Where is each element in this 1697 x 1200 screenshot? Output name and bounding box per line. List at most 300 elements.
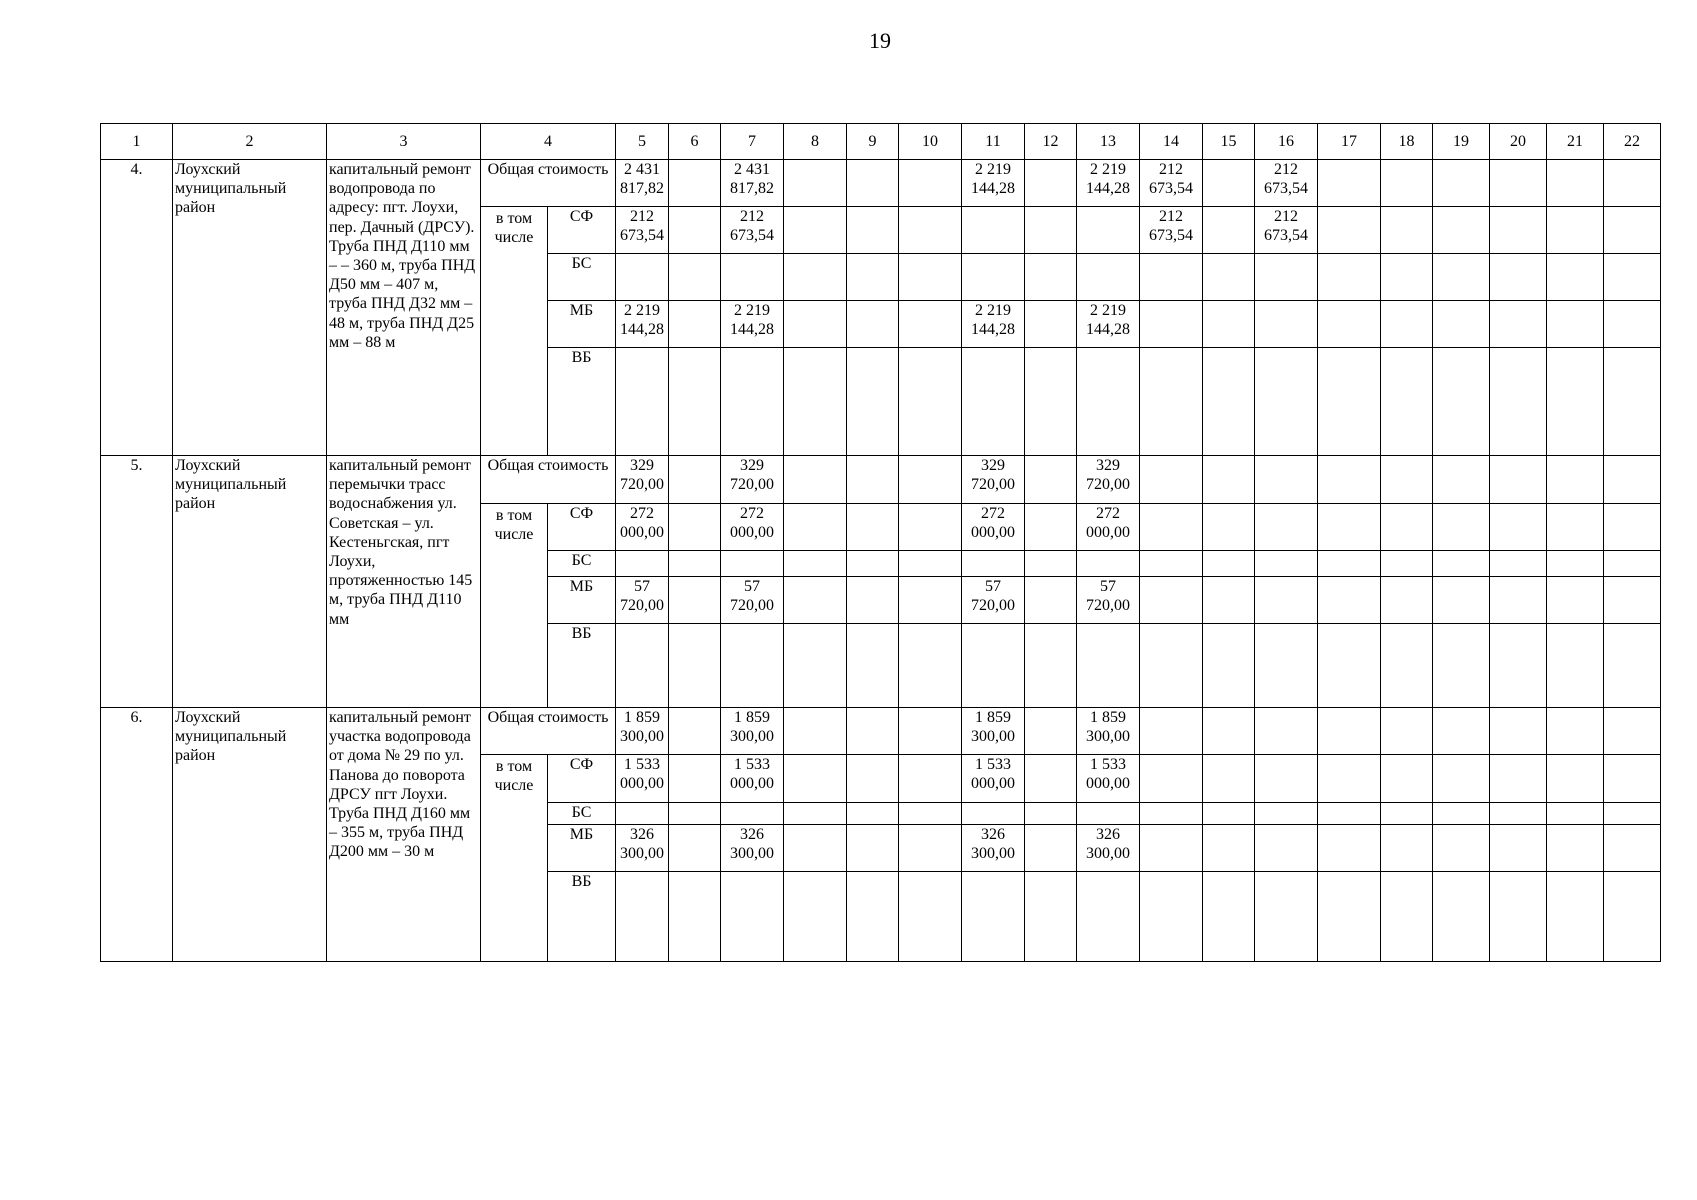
value-cell-col-5: 326 300,00 — [616, 825, 669, 872]
header-col-15: 15 — [1203, 124, 1255, 160]
value-cell-col-14 — [1140, 577, 1203, 624]
value-cell-col-11 — [962, 207, 1025, 254]
value-cell-col-20 — [1490, 551, 1547, 577]
table-row — [101, 160, 1661, 207]
value-cell-col-11: 2 219 144,28 — [962, 160, 1025, 207]
header-col-13: 13 — [1077, 124, 1140, 160]
value-cell-col-6 — [669, 755, 721, 803]
value-cell-col-15 — [1203, 301, 1255, 348]
value-cell-col-6 — [669, 708, 721, 755]
value-cell-col-16 — [1255, 624, 1318, 708]
value-cell-col-21 — [1547, 160, 1604, 207]
value-cell-col-15 — [1203, 456, 1255, 504]
value-cell-col-22 — [1604, 708, 1661, 755]
value-cell-col-10 — [899, 160, 962, 207]
value-cell-col-17 — [1318, 872, 1381, 962]
value-cell-col-21 — [1547, 254, 1604, 301]
value-cell-col-9 — [847, 577, 899, 624]
value-cell-col-18 — [1381, 872, 1433, 962]
value-cell-col-5: 2 431 817,82 — [616, 160, 669, 207]
value-cell-col-14 — [1140, 803, 1203, 825]
value-cell-col-11: 272 000,00 — [962, 504, 1025, 551]
value-cell-col-20 — [1490, 624, 1547, 708]
value-cell-col-13: 2 219 144,28 — [1077, 301, 1140, 348]
header-col-21: 21 — [1547, 124, 1604, 160]
value-cell-col-20 — [1490, 348, 1547, 456]
value-cell-col-10 — [899, 456, 962, 504]
value-cell-col-6 — [669, 348, 721, 456]
value-cell-col-7 — [721, 254, 784, 301]
header-col-1: 1 — [101, 124, 173, 160]
value-cell-col-19 — [1433, 825, 1490, 872]
value-cell-col-7: 212 673,54 — [721, 207, 784, 254]
value-cell-col-8 — [784, 160, 847, 207]
value-cell-col-11 — [962, 624, 1025, 708]
value-cell-col-5 — [616, 872, 669, 962]
value-cell-col-12 — [1025, 160, 1077, 207]
value-cell-col-5 — [616, 348, 669, 456]
value-cell-col-9 — [847, 456, 899, 504]
header-col-18: 18 — [1381, 124, 1433, 160]
value-cell-col-6 — [669, 207, 721, 254]
value-cell-col-8 — [784, 504, 847, 551]
value-cell-col-16 — [1255, 254, 1318, 301]
value-cell-col-8 — [784, 254, 847, 301]
value-cell-col-13 — [1077, 207, 1140, 254]
value-cell-col-14 — [1140, 504, 1203, 551]
value-cell-col-18 — [1381, 755, 1433, 803]
header-col-3: 3 — [327, 124, 481, 160]
value-cell-col-14 — [1140, 348, 1203, 456]
value-cell-col-6 — [669, 254, 721, 301]
value-cell-col-18 — [1381, 207, 1433, 254]
total-cost-label: Общая стоимость — [481, 160, 616, 207]
value-cell-col-12 — [1025, 624, 1077, 708]
value-cell-col-5: 212 673,54 — [616, 207, 669, 254]
value-cell-col-20 — [1490, 301, 1547, 348]
value-cell-col-17 — [1318, 456, 1381, 504]
value-cell-col-21 — [1547, 803, 1604, 825]
value-cell-col-7 — [721, 624, 784, 708]
value-cell-col-5 — [616, 551, 669, 577]
value-cell-col-6 — [669, 825, 721, 872]
value-cell-col-22 — [1604, 825, 1661, 872]
including-label: в том числе — [481, 207, 548, 456]
value-cell-col-10 — [899, 254, 962, 301]
value-cell-col-14 — [1140, 254, 1203, 301]
value-cell-col-21 — [1547, 301, 1604, 348]
funding-source-label: СФ — [548, 504, 616, 551]
value-cell-col-10 — [899, 825, 962, 872]
value-cell-col-21 — [1547, 207, 1604, 254]
value-cell-col-12 — [1025, 504, 1077, 551]
value-cell-col-9 — [847, 301, 899, 348]
value-cell-col-15 — [1203, 577, 1255, 624]
value-cell-col-18 — [1381, 504, 1433, 551]
value-cell-col-5: 1 533 000,00 — [616, 755, 669, 803]
value-cell-col-22 — [1604, 301, 1661, 348]
value-cell-col-19 — [1433, 624, 1490, 708]
value-cell-col-15 — [1203, 504, 1255, 551]
funding-source-label: БС — [548, 254, 616, 301]
value-cell-col-10 — [899, 348, 962, 456]
value-cell-col-13: 326 300,00 — [1077, 825, 1140, 872]
value-cell-col-13 — [1077, 254, 1140, 301]
value-cell-col-12 — [1025, 551, 1077, 577]
value-cell-col-6 — [669, 551, 721, 577]
value-cell-col-17 — [1318, 624, 1381, 708]
value-cell-col-15 — [1203, 207, 1255, 254]
value-cell-col-22 — [1604, 551, 1661, 577]
value-cell-col-16 — [1255, 708, 1318, 755]
value-cell-col-9 — [847, 624, 899, 708]
table-row — [101, 456, 1661, 504]
value-cell-col-8 — [784, 708, 847, 755]
funding-source-label: СФ — [548, 755, 616, 803]
value-cell-col-6 — [669, 624, 721, 708]
value-cell-col-16 — [1255, 577, 1318, 624]
header-col-8: 8 — [784, 124, 847, 160]
header-col-17: 17 — [1318, 124, 1381, 160]
value-cell-col-7 — [721, 872, 784, 962]
value-cell-col-11 — [962, 254, 1025, 301]
value-cell-col-16 — [1255, 755, 1318, 803]
value-cell-col-10 — [899, 624, 962, 708]
value-cell-col-8 — [784, 803, 847, 825]
value-cell-col-12 — [1025, 301, 1077, 348]
value-cell-col-19 — [1433, 755, 1490, 803]
value-cell-col-14 — [1140, 708, 1203, 755]
value-cell-col-19 — [1433, 456, 1490, 504]
funding-source-label: МБ — [548, 301, 616, 348]
value-cell-col-18 — [1381, 160, 1433, 207]
value-cell-col-16 — [1255, 348, 1318, 456]
header-col-9: 9 — [847, 124, 899, 160]
value-cell-col-13 — [1077, 872, 1140, 962]
value-cell-col-13 — [1077, 551, 1140, 577]
value-cell-col-5 — [616, 254, 669, 301]
value-cell-col-7: 272 000,00 — [721, 504, 784, 551]
value-cell-col-18 — [1381, 803, 1433, 825]
value-cell-col-22 — [1604, 624, 1661, 708]
value-cell-col-19 — [1433, 160, 1490, 207]
value-cell-col-18 — [1381, 825, 1433, 872]
value-cell-col-6 — [669, 577, 721, 624]
value-cell-col-12 — [1025, 254, 1077, 301]
value-cell-col-11: 2 219 144,28 — [962, 301, 1025, 348]
value-cell-col-8 — [784, 456, 847, 504]
value-cell-col-18 — [1381, 456, 1433, 504]
value-cell-col-18 — [1381, 577, 1433, 624]
value-cell-col-8 — [784, 551, 847, 577]
value-cell-col-12 — [1025, 207, 1077, 254]
municipality-name: Лоухский муниципальный район — [173, 708, 327, 962]
value-cell-col-16 — [1255, 301, 1318, 348]
value-cell-col-9 — [847, 160, 899, 207]
value-cell-col-19 — [1433, 301, 1490, 348]
value-cell-col-5 — [616, 624, 669, 708]
value-cell-col-10 — [899, 577, 962, 624]
value-cell-col-13: 272 000,00 — [1077, 504, 1140, 551]
value-cell-col-15 — [1203, 803, 1255, 825]
value-cell-col-11: 57 720,00 — [962, 577, 1025, 624]
value-cell-col-12 — [1025, 708, 1077, 755]
value-cell-col-17 — [1318, 803, 1381, 825]
value-cell-col-14 — [1140, 624, 1203, 708]
value-cell-col-14 — [1140, 301, 1203, 348]
value-cell-col-16: 212 673,54 — [1255, 207, 1318, 254]
value-cell-col-15 — [1203, 551, 1255, 577]
value-cell-col-9 — [847, 825, 899, 872]
value-cell-col-7: 2 219 144,28 — [721, 301, 784, 348]
value-cell-col-17 — [1318, 504, 1381, 551]
header-col-14: 14 — [1140, 124, 1203, 160]
value-cell-col-14 — [1140, 551, 1203, 577]
value-cell-col-20 — [1490, 708, 1547, 755]
value-cell-col-22 — [1604, 254, 1661, 301]
value-cell-col-20 — [1490, 160, 1547, 207]
header-col-19: 19 — [1433, 124, 1490, 160]
value-cell-col-7: 2 431 817,82 — [721, 160, 784, 207]
value-cell-col-19 — [1433, 551, 1490, 577]
funding-source-label: СФ — [548, 207, 616, 254]
value-cell-col-21 — [1547, 348, 1604, 456]
header-col-11: 11 — [962, 124, 1025, 160]
value-cell-col-12 — [1025, 803, 1077, 825]
value-cell-col-17 — [1318, 160, 1381, 207]
value-cell-col-19 — [1433, 207, 1490, 254]
value-cell-col-21 — [1547, 624, 1604, 708]
value-cell-col-6 — [669, 160, 721, 207]
value-cell-col-14 — [1140, 825, 1203, 872]
table-row — [101, 708, 1661, 755]
work-description: капитальный ремонт участка водопровода от дома № 29 по ул. Панова до поворота ДРСУ пгт Лоухи. Труба ПНД Д160 мм – 355 м, труба ПНД Д200 мм – 30 м — [327, 708, 481, 962]
value-cell-col-15 — [1203, 708, 1255, 755]
value-cell-col-15 — [1203, 254, 1255, 301]
value-cell-col-22 — [1604, 456, 1661, 504]
header-col-10: 10 — [899, 124, 962, 160]
value-cell-col-17 — [1318, 577, 1381, 624]
header-row — [101, 124, 1661, 160]
value-cell-col-10 — [899, 755, 962, 803]
value-cell-col-16 — [1255, 803, 1318, 825]
including-label: в том числе — [481, 504, 548, 708]
value-cell-col-6 — [669, 872, 721, 962]
value-cell-col-13: 57 720,00 — [1077, 577, 1140, 624]
value-cell-col-21 — [1547, 872, 1604, 962]
funding-source-label: ВБ — [548, 348, 616, 456]
value-cell-col-15 — [1203, 825, 1255, 872]
value-cell-col-5: 272 000,00 — [616, 504, 669, 551]
work-description: капитальный ремонт перемычки трасс водоснабжения ул. Советская – ул. Кестеньгская, пгт Лоухи, протяженностью 145 м, труба ПНД Д110 мм — [327, 456, 481, 708]
header-col-16: 16 — [1255, 124, 1318, 160]
value-cell-col-8 — [784, 301, 847, 348]
value-cell-col-19 — [1433, 254, 1490, 301]
value-cell-col-11 — [962, 348, 1025, 456]
header-col-12: 12 — [1025, 124, 1077, 160]
value-cell-col-12 — [1025, 872, 1077, 962]
header-col-20: 20 — [1490, 124, 1547, 160]
value-cell-col-6 — [669, 504, 721, 551]
value-cell-col-7 — [721, 803, 784, 825]
value-cell-col-21 — [1547, 456, 1604, 504]
value-cell-col-20 — [1490, 254, 1547, 301]
value-cell-col-10 — [899, 504, 962, 551]
value-cell-col-13: 329 720,00 — [1077, 456, 1140, 504]
value-cell-col-19 — [1433, 504, 1490, 551]
header-col-6: 6 — [669, 124, 721, 160]
value-cell-col-11 — [962, 551, 1025, 577]
total-cost-label: Общая стоимость — [481, 708, 616, 755]
funding-source-label: ВБ — [548, 624, 616, 708]
header-col-22: 22 — [1604, 124, 1661, 160]
value-cell-col-21 — [1547, 577, 1604, 624]
value-cell-col-16 — [1255, 825, 1318, 872]
value-cell-col-8 — [784, 755, 847, 803]
value-cell-col-8 — [784, 825, 847, 872]
value-cell-col-5: 2 219 144,28 — [616, 301, 669, 348]
value-cell-col-20 — [1490, 207, 1547, 254]
funding-source-label: БС — [548, 803, 616, 825]
value-cell-col-11 — [962, 872, 1025, 962]
value-cell-col-5: 57 720,00 — [616, 577, 669, 624]
value-cell-col-20 — [1490, 504, 1547, 551]
value-cell-col-17 — [1318, 254, 1381, 301]
value-cell-col-14 — [1140, 456, 1203, 504]
value-cell-col-9 — [847, 755, 899, 803]
value-cell-col-11 — [962, 803, 1025, 825]
total-cost-label: Общая стоимость — [481, 456, 616, 504]
value-cell-col-6 — [669, 456, 721, 504]
value-cell-col-16 — [1255, 872, 1318, 962]
value-cell-col-8 — [784, 872, 847, 962]
value-cell-col-20 — [1490, 825, 1547, 872]
value-cell-col-10 — [899, 803, 962, 825]
value-cell-col-20 — [1490, 456, 1547, 504]
value-cell-col-14: 212 673,54 — [1140, 207, 1203, 254]
value-cell-col-20 — [1490, 755, 1547, 803]
value-cell-col-13 — [1077, 624, 1140, 708]
municipality-name: Лоухский муниципальный район — [173, 456, 327, 708]
value-cell-col-9 — [847, 348, 899, 456]
row-number: 6. — [101, 708, 173, 962]
value-cell-col-9 — [847, 803, 899, 825]
value-cell-col-20 — [1490, 872, 1547, 962]
value-cell-col-13: 1 533 000,00 — [1077, 755, 1140, 803]
value-cell-col-22 — [1604, 803, 1661, 825]
value-cell-col-6 — [669, 301, 721, 348]
value-cell-col-17 — [1318, 301, 1381, 348]
value-cell-col-20 — [1490, 577, 1547, 624]
value-cell-col-16: 212 673,54 — [1255, 160, 1318, 207]
value-cell-col-15 — [1203, 872, 1255, 962]
value-cell-col-11: 1 859 300,00 — [962, 708, 1025, 755]
funding-source-label: МБ — [548, 825, 616, 872]
value-cell-col-11: 1 533 000,00 — [962, 755, 1025, 803]
value-cell-col-7: 329 720,00 — [721, 456, 784, 504]
value-cell-col-18 — [1381, 348, 1433, 456]
municipality-name: Лоухский муниципальный район — [173, 160, 327, 456]
row-number: 5. — [101, 456, 173, 708]
value-cell-col-16 — [1255, 456, 1318, 504]
funding-source-label: БС — [548, 551, 616, 577]
value-cell-col-8 — [784, 348, 847, 456]
value-cell-col-15 — [1203, 755, 1255, 803]
value-cell-col-19 — [1433, 803, 1490, 825]
value-cell-col-22 — [1604, 504, 1661, 551]
value-cell-col-8 — [784, 207, 847, 254]
value-cell-col-18 — [1381, 708, 1433, 755]
value-cell-col-12 — [1025, 456, 1077, 504]
value-cell-col-15 — [1203, 348, 1255, 456]
header-col-2: 2 — [173, 124, 327, 160]
value-cell-col-11: 326 300,00 — [962, 825, 1025, 872]
value-cell-col-21 — [1547, 755, 1604, 803]
value-cell-col-17 — [1318, 755, 1381, 803]
value-cell-col-18 — [1381, 551, 1433, 577]
value-cell-col-7: 57 720,00 — [721, 577, 784, 624]
value-cell-col-7: 1 859 300,00 — [721, 708, 784, 755]
budget-table — [100, 123, 1661, 962]
value-cell-col-16 — [1255, 551, 1318, 577]
value-cell-col-10 — [899, 872, 962, 962]
value-cell-col-19 — [1433, 577, 1490, 624]
value-cell-col-11: 329 720,00 — [962, 456, 1025, 504]
work-description: капитальный ремонт водопровода по адресу: пгт. Лоухи, пер. Дачный (ДРСУ). Труба ПНД Д110 мм – – 360 м, труба ПНД Д50 мм – 407 м, труба ПНД Д32 мм – 48 м, труба ПНД Д25 мм – 88 м — [327, 160, 481, 456]
row-number: 4. — [101, 160, 173, 456]
value-cell-col-15 — [1203, 160, 1255, 207]
value-cell-col-19 — [1433, 708, 1490, 755]
value-cell-col-22 — [1604, 755, 1661, 803]
value-cell-col-18 — [1381, 254, 1433, 301]
value-cell-col-22 — [1604, 872, 1661, 962]
value-cell-col-9 — [847, 504, 899, 551]
value-cell-col-7: 1 533 000,00 — [721, 755, 784, 803]
header-col-5: 5 — [616, 124, 669, 160]
table-body — [101, 124, 1661, 962]
value-cell-col-7 — [721, 551, 784, 577]
value-cell-col-13: 2 219 144,28 — [1077, 160, 1140, 207]
value-cell-col-5 — [616, 803, 669, 825]
value-cell-col-13: 1 859 300,00 — [1077, 708, 1140, 755]
including-label: в том числе — [481, 755, 548, 962]
value-cell-col-17 — [1318, 348, 1381, 456]
value-cell-col-16 — [1255, 504, 1318, 551]
value-cell-col-18 — [1381, 624, 1433, 708]
value-cell-col-13 — [1077, 348, 1140, 456]
value-cell-col-10 — [899, 207, 962, 254]
value-cell-col-10 — [899, 551, 962, 577]
value-cell-col-13 — [1077, 803, 1140, 825]
value-cell-col-21 — [1547, 708, 1604, 755]
value-cell-col-19 — [1433, 348, 1490, 456]
value-cell-col-17 — [1318, 551, 1381, 577]
value-cell-col-21 — [1547, 504, 1604, 551]
value-cell-col-7: 326 300,00 — [721, 825, 784, 872]
value-cell-col-17 — [1318, 825, 1381, 872]
value-cell-col-22 — [1604, 207, 1661, 254]
value-cell-col-14 — [1140, 755, 1203, 803]
value-cell-col-5: 329 720,00 — [616, 456, 669, 504]
value-cell-col-17 — [1318, 207, 1381, 254]
value-cell-col-9 — [847, 872, 899, 962]
value-cell-col-8 — [784, 577, 847, 624]
value-cell-col-8 — [784, 624, 847, 708]
value-cell-col-12 — [1025, 825, 1077, 872]
value-cell-col-9 — [847, 254, 899, 301]
value-cell-col-21 — [1547, 551, 1604, 577]
funding-source-label: МБ — [548, 577, 616, 624]
